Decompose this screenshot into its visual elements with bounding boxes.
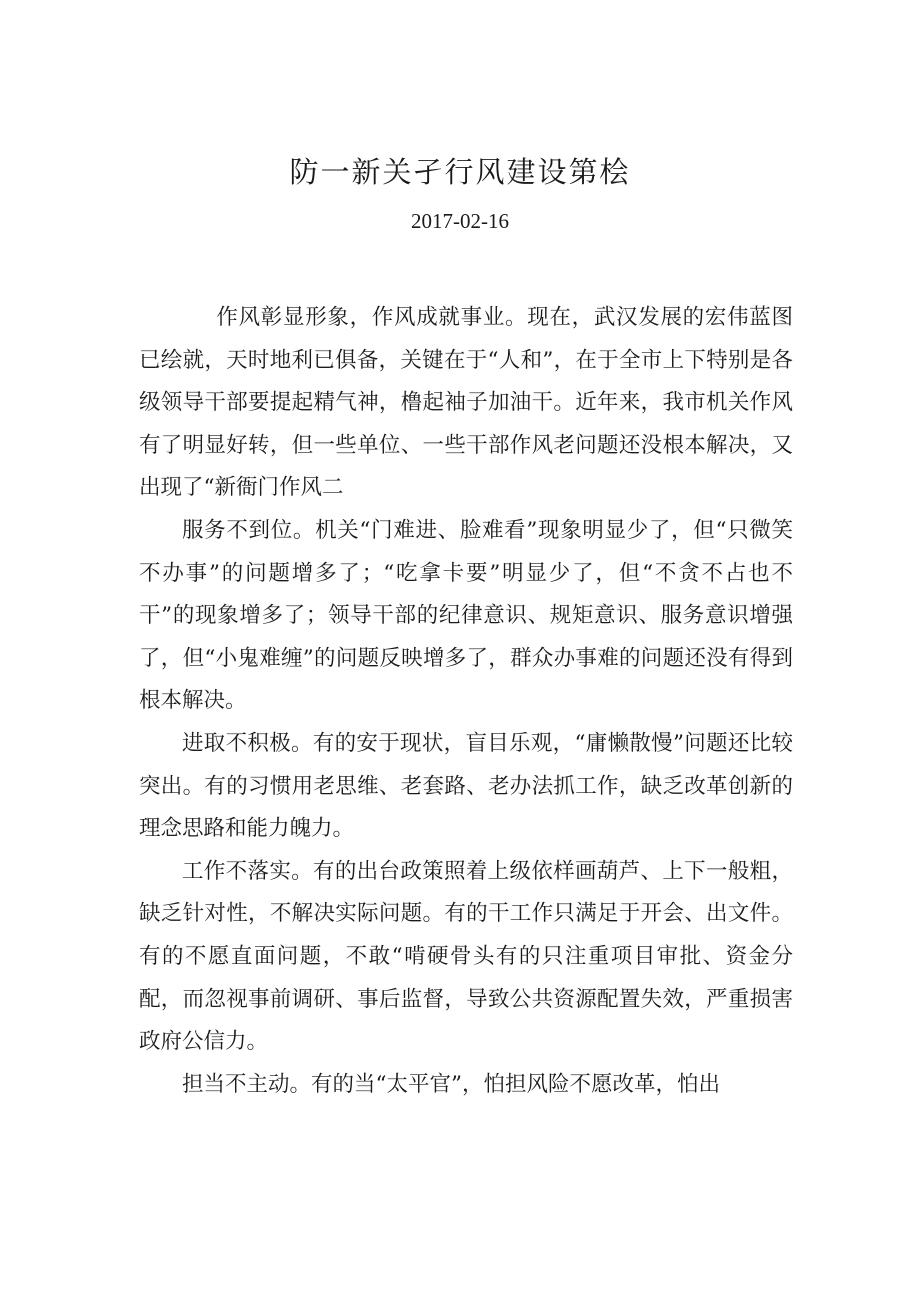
- paragraph-responsibility: 担当不主动。有的当“太平官”，怕担风险不愿改革，怕出: [182, 1071, 720, 1097]
- document-title: 防一新关孑行风建设第桧: [289, 155, 631, 189]
- paragraph-intro: 作风彰显形象，作风成就事业。现在，武汉发展的宏伟蓝图已绘就，天时地利已俱备，关键在于“人和”，在于全市上下特别是各级领导干部要提起精气神，橹起袖子加油干。近年来，我市机关作风有了明显好转，但一些单位、一些干部作风老问题还没根本解决，又出现了“新衙门作风二: [139, 305, 793, 501]
- document-body: [139, 297, 793, 1106]
- paragraph-service: 服务不到位。机关“门难进、脸难看”现象明显少了，但“只微笑不办事”的问题增多了；“吃拿卡要”明显少了，但“不贪不占也不干”的现象增多了；领导干部的纪律意识、规矩意识、服务意识增强了，但“小鬼难缠”的问题反映增多了，群众办事难的问题还没有得到根本解决。: [139, 517, 793, 714]
- paragraph-progress: 进取不积极。有的安于现状，盲目乐观，“庸懒散慢”问题还比较突出。有的习惯用老思维、老套路、老办法抓工作，缺乏改革创新的理念思路和能力魄力。: [139, 730, 793, 842]
- paragraph-implementation: 工作不落实。有的出台政策照着上级依样画葫芦、上下一般粗，缺乏针对性，不解决实际问题。有的干工作只满足于开会、出文件。有的不愿直面问题，不敢“啃硬骨头有的只注重项目审批、资金分配，而忽视事前调研、事后监督，导致公共资源配置失效，严重损害政府公信力。: [139, 858, 793, 1055]
- document-date: 2017-02-16: [411, 209, 509, 233]
